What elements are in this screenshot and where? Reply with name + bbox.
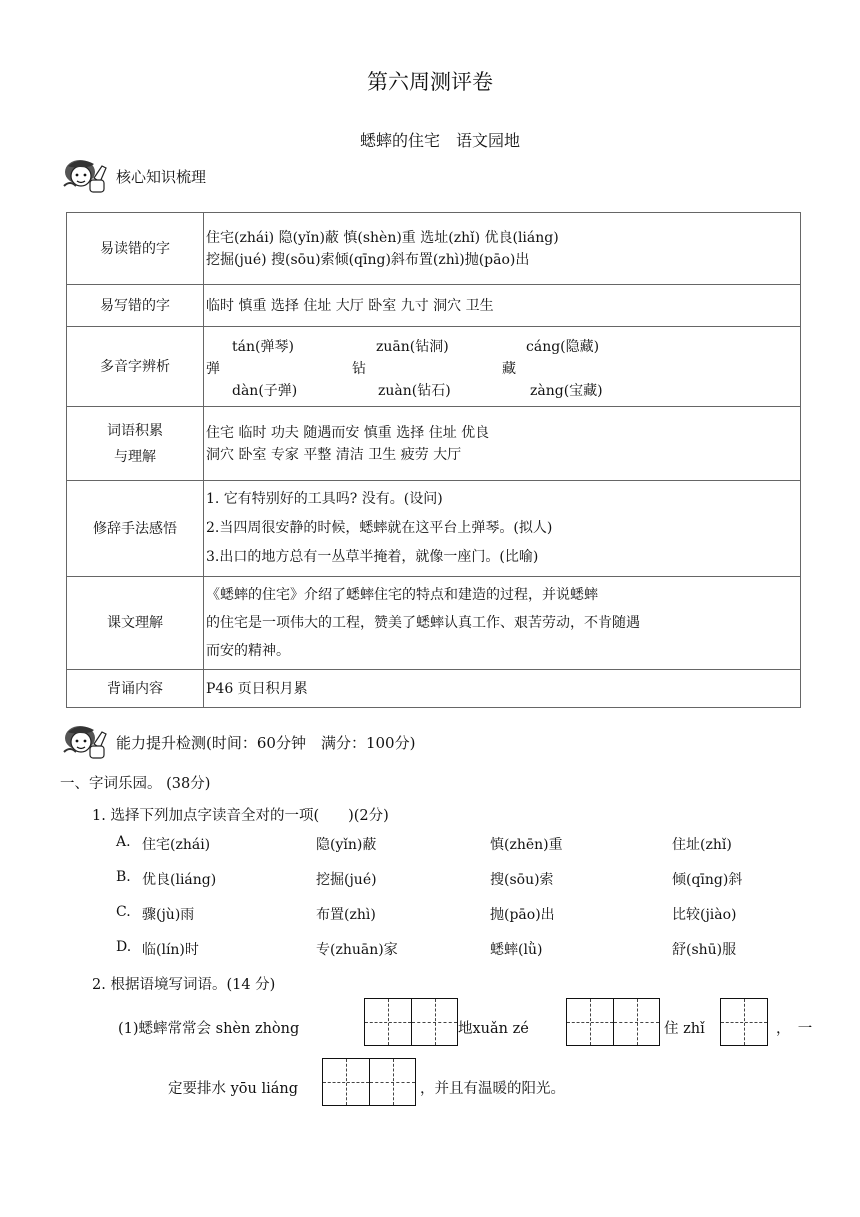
option-item: 专(zhuān)家 [316, 942, 398, 958]
polyphone-char: 藏 [502, 360, 516, 377]
table-row [67, 481, 801, 577]
row-header: 修辞手法感悟 [67, 481, 204, 577]
option-label: B. [116, 869, 131, 885]
row-header-line: 词语积累 [107, 422, 163, 439]
option-item: 住址(zhǐ) [672, 837, 732, 853]
answer-grid-shenzhong[interactable] [364, 998, 458, 1046]
option-label: C. [116, 904, 131, 920]
answer-grid-youliang[interactable] [322, 1058, 416, 1106]
option-label: D. [116, 939, 132, 955]
content-line: P46 页日积月累 [204, 670, 801, 708]
row-content [204, 407, 801, 481]
row-header: 课文理解 [67, 577, 204, 670]
content-line: 1. 它有特别好的工具吗? 没有。(设问) [206, 491, 443, 507]
q2-text: (1)蟋蟀常常会 shèn zhòng [118, 1021, 300, 1037]
option-item: 骤(jù)雨 [142, 907, 195, 923]
polyphone-reading: cáng(隐藏) [526, 338, 600, 355]
row-content [204, 481, 801, 577]
row-header: 背诵内容 [67, 670, 204, 708]
content-line: 2.当四周很安静的时候，蟋蟀就在这平台上弹琴。(拟人) [206, 520, 553, 536]
content-line: 临时 慎重 选择 住址 大厅 卧室 九寸 洞穴 卫生 [204, 285, 801, 327]
section-heading-knowledge [60, 156, 206, 196]
question-1-stem: 1. 选择下列加点字读音全对的一项( )(2分) [92, 808, 389, 824]
option-item: 优良(liáng) [142, 872, 217, 888]
section-heading-test [60, 722, 415, 762]
content-line: 住宅(zhái) 隐(yǐn)蔽 慎(shèn)重 选址(zhǐ) 优良(liáng) [206, 229, 559, 246]
polyphone-reading: zuàn(钻石) [378, 382, 451, 399]
page-title: 第六周测评卷 [367, 70, 493, 94]
section-heading-text: 能力提升检测(时间：60分钟 满分：100分) [116, 733, 416, 752]
student-mascot-icon [60, 722, 112, 762]
option-item: 挖掘(jué) [316, 872, 377, 888]
row-header-line: 与理解 [114, 448, 156, 465]
part-heading: 一、字词乐园。 (38分) [60, 776, 211, 792]
q2-text: 住 zhǐ [664, 1021, 705, 1037]
q2-text: ， 一 [776, 1021, 813, 1037]
option-item: 抛(pāo)出 [490, 907, 555, 923]
option-item: 隐(yǐn)蔽 [316, 837, 377, 853]
content-line: 的住宅是一项伟大的工程，赞美了蟋蟀认真工作、艰苦劳动，不肯随遇 [206, 615, 640, 631]
option-item: 比较(jiào) [672, 907, 737, 923]
option-item: 蟋蟀(lǜ) [490, 942, 543, 958]
knowledge-table [66, 212, 801, 708]
question-2-stem: 2. 根据语境写词语。(14 分) [92, 977, 276, 993]
content-line: 挖掘(jué) 搜(sōu)索倾(qīng)斜布置(zhì)抛(pāo)出 [206, 251, 530, 268]
option-label: A. [116, 834, 131, 850]
option-row-b [116, 869, 816, 904]
polyphone-reading: dàn(子弹) [232, 382, 298, 399]
row-header: 多音字辨析 [67, 327, 204, 407]
polyphone-reading: zàng(宝藏) [530, 382, 603, 399]
polyphone-reading: tán(弹琴) [232, 338, 294, 355]
answer-grid-xuanze[interactable] [566, 998, 660, 1046]
table-row [67, 285, 801, 327]
option-item: 搜(sōu)索 [490, 872, 554, 888]
table-row [67, 670, 801, 708]
content-line: 《蟋蟀的住宅》介绍了蟋蟀住宅的特点和建造的过程，并说蟋蟀 [206, 587, 598, 603]
option-item: 布置(zhì) [316, 907, 376, 923]
q2-text: ，并且有温暖的阳光。 [420, 1081, 565, 1097]
option-item: 倾(qīng)斜 [672, 872, 743, 888]
row-header [67, 407, 204, 481]
page-subtitle: 蟋蟀的住宅 语文园地 [359, 131, 520, 150]
student-mascot-icon [60, 156, 112, 196]
table-row [67, 577, 801, 670]
content-line: 而安的精神。 [206, 643, 290, 659]
option-row-a [116, 834, 816, 869]
option-item: 慎(zhēn)重 [490, 837, 563, 853]
row-content [204, 213, 801, 285]
row-header: 易写错的字 [67, 285, 204, 327]
option-item: 临(lín)时 [142, 942, 199, 958]
table-row [67, 327, 801, 407]
polyphone-reading: zuān(钻洞) [376, 338, 449, 355]
option-row-d [116, 939, 816, 974]
polyphone-cell [204, 327, 801, 407]
question-1-options [116, 834, 816, 974]
polyphone-char: 钻 [352, 360, 366, 377]
content-line: 3.出口的地方总有一丛草半掩着，就像一座门。(比喻) [206, 549, 539, 565]
row-header: 易读错的字 [67, 213, 204, 285]
content-line: 住宅 临时 功夫 随遇而安 慎重 选择 住址 优良 [206, 424, 490, 441]
q2-text: 定要排水 yōu liáng [168, 1081, 299, 1097]
row-content [204, 577, 801, 670]
option-item: 住宅(zhái) [142, 837, 211, 853]
answer-grid-zhi[interactable] [720, 998, 768, 1046]
content-line: 洞穴 卧室 专家 平整 清洁 卫生 疲劳 大厅 [206, 446, 462, 463]
table-row [67, 407, 801, 481]
q2-text: 地xuǎn zé [458, 1021, 529, 1037]
option-item: 舒(shū)服 [672, 942, 737, 958]
section-heading-text: 核心知识梳理 [116, 167, 207, 186]
option-row-c [116, 904, 816, 939]
table-row [67, 213, 801, 285]
polyphone-char: 弹 [206, 360, 220, 377]
